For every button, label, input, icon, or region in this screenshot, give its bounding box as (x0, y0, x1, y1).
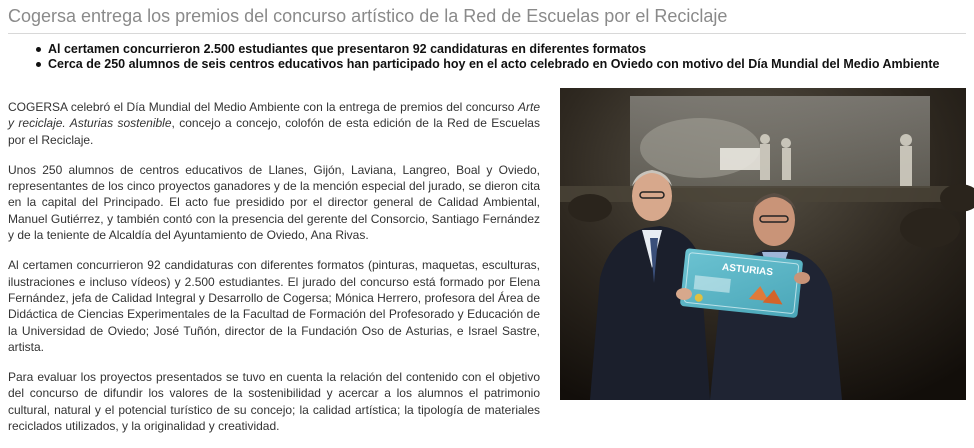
photo-illustration (560, 88, 966, 400)
award-ceremony-photo[interactable] (560, 88, 966, 400)
highlight-item: Al certamen concurrieron 2.500 estudiantes que presentaron 92 candidaturas en diferentes formatos (34, 42, 964, 57)
paragraph-1: COGERSA celebró el Día Mundial del Medio Ambiente con la entrega de premios del concurso Arte y reciclaje. Asturias sostenible, concejo a concejo, colofón de esta edición de la Red de Escuelas por el Reciclaje. (8, 100, 540, 147)
paragraph-2: Unos 250 alumnos de centros educativos de Llanes, Gijón, Laviana, Langreo, Boal y Oviedo, representantes de los cinco proyectos ganadores y de la mención especial del jurado, se dieron cita en la capital del Principado. El acto fue presidido por el director general de Calidad Ambiental, Manuel Gutiérrez, y también contó con la presencia del gerente del Consorcio, Santiago Fernández y de la teniente de Alcaldía del Ayuntamiento de Oviedo, Ana Rivas. (8, 162, 540, 243)
contest-name: Arte y reciclaje. Asturias sostenible (8, 100, 540, 131)
article-title: Cogersa entrega los premios del concurso artístico de la Red de Escuelas por el Reciclaje (8, 6, 966, 34)
paragraph-3: Al certamen concurrieron 92 candidaturas con diferentes formatos (pinturas, maquetas, esculturas, ilustraciones e incluso vídeos) y 2.500 estudiantes. El jurado del concurso está formado por Elena Fernández, jefa de Calidad Integral y Desarrollo de Cogersa; Mónica Herrero, profesora del Área de Didáctica de Ciencias Experimentales de la Facultad de Formación del Profesorado y Educación de la Universidad de Oviedo; José Tuñón, director de la Fundación Oso de Asturias, e Israel Sastre, artista. (8, 258, 540, 354)
certificate-title: ASTURIAS (721, 262, 774, 279)
paragraph-4: Para evaluar los proyectos presentados se tuvo en cuenta la relación del contenido con el objetivo del concurso de difundir los valores de la sostenibilidad y acercar a los alumnos el patrimonio cultural, natural y el potencial turístico de su concejo; la calidad artística; la tipología de materiales reciclados utilizados, y la originalidad y creatividad. (8, 370, 540, 434)
article-body (8, 99, 540, 448)
article-highlights (34, 42, 964, 72)
highlight-item: Cerca de 250 alumnos de seis centros educativos han participado hoy en el acto celebrado en Oviedo con motivo del Día Mundial del Medio Ambiente (34, 57, 964, 72)
